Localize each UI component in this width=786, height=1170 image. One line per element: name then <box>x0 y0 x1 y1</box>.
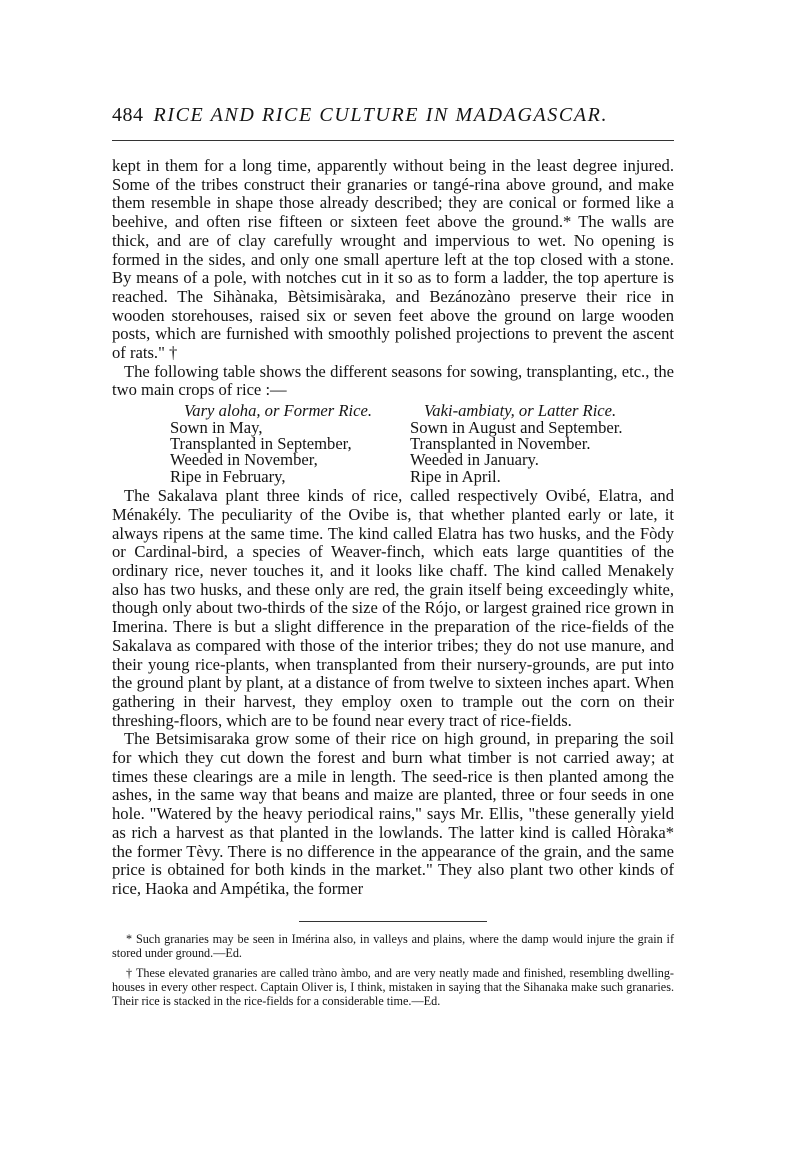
running-title: RICE AND RICE CULTURE IN MADAGASCAR. <box>153 104 609 126</box>
table-cell: Sown in May, <box>170 417 263 437</box>
footnote-rule <box>299 921 487 922</box>
table-cell: Weeded in November, <box>170 450 318 470</box>
book-page <box>112 104 674 1015</box>
paragraph-betsimisaraka: The Betsimisaraka grow some of their rice on high ground, in preparing the soil for which they cut down the forest and burn what timber is not carried away; at times these clearings are a mile in length. The seed-rice is then planted among the ashes, in the same way that beans and maize are planted, three or four seeds in one hole. "Watered by the heavy periodical rains," says Mr. Ellis, "these generally yield as rich a harvest as that planted in the lowlands. The latter kind is called Hòraka* the former Tèvy. There is no difference in the appearance of the grain, and the same price is obtained for both kinds in the market." They also plant two other kinds of rice, Haoka and Ampétika, the former <box>112 729 674 898</box>
table-cell: Ripe in February, <box>170 466 286 486</box>
paragraph-table-intro: The following table shows the different seasons for sowing, transplanting, etc., the two main crops of rice :— <box>112 361 674 400</box>
page-number: 484 <box>112 104 144 126</box>
table-cell: Transplanted in September, <box>170 433 352 453</box>
header-rule <box>112 140 674 141</box>
seasons-table <box>112 403 674 485</box>
running-header <box>112 104 674 134</box>
table-header-latter-rice: Vaki-ambiaty, or Latter Rice. <box>424 401 617 421</box>
footnote-granaries: * Such granaries may be seen in Imérina also, in valleys and plains, where the damp would injure the grain if stored under ground.—Ed. <box>112 931 674 960</box>
table-cell: Ripe in April. <box>410 466 501 486</box>
table-cell: Weeded in January. <box>410 450 539 470</box>
table-cell: Sown in August and September. <box>410 417 623 437</box>
table-cell: Transplanted in November. <box>410 433 591 453</box>
footnote-elevated-granaries: † These elevated granaries are called tràno àmbo, and are very neatly made and finished, resembling dwelling-houses in every other respect. Captain Oliver is, I think, mistaken in saying that the Sihanaka make such granaries. Their rice is stacked in the rice-fields for a considerable time.—Ed. <box>112 966 674 1009</box>
paragraph-sakalava: The Sakalava plant three kinds of rice, called respectively Ovibé, Elatra, and Ménakély. The peculiarity of the Ovibe is, that whether planted early or late, it always ripens at the same time. The kind called Elatra has two husks, and the Fòdy or Cardinal-bird, a species of Weaver-finch, which eats large quantities of the ordinary rice, never touches it, and it looks like chaff. The kind called Menakely also has two husks, and these only are red, the grain itself being exceedingly white, though only about two-thirds of the size of the Rójo, or largest grained rice grown in Imerina. There is but a slight difference in the preparation of the rice-fields of the Sakalava as compared with those of the interior tribes; they do not use manure, and their young rice-plants, when transplanted from their nursery-grounds, are put into the ground plant by plant, at a distance of from twelve to sixteen inches apart. When gathering in their harvest, they employ oxen to trample out the corn on their threshing-floors, which are to be found near every tract of rice-fields. <box>112 486 674 730</box>
paragraph-granaries: kept in them for a long time, apparently without being in the least degree injured. Some of the tribes construct their granaries or tangé-rina above ground, and make them resemble in shape those already described; they are conical or formed like a beehive, and often rise fifteen or sixteen feet above the ground.* The walls are thick, and are of clay carefully wrought and impervious to wet. No opening is formed in the sides, and only one small aperture left at the top closed with a stone. By means of a pole, with notches cut in it so as to form a ladder, the top aperture is reached. The Sihànaka, Bètsimisàraka, and Bezánozàno preserve their rice in wooden storehouses, raised six or seven feet above the ground on large wooden posts, which are furnished with smoothly polished projections to prevent the ascent of rats." † <box>112 156 674 363</box>
table-header-former-rice: Vary aloha, or Former Rice. <box>184 401 373 421</box>
